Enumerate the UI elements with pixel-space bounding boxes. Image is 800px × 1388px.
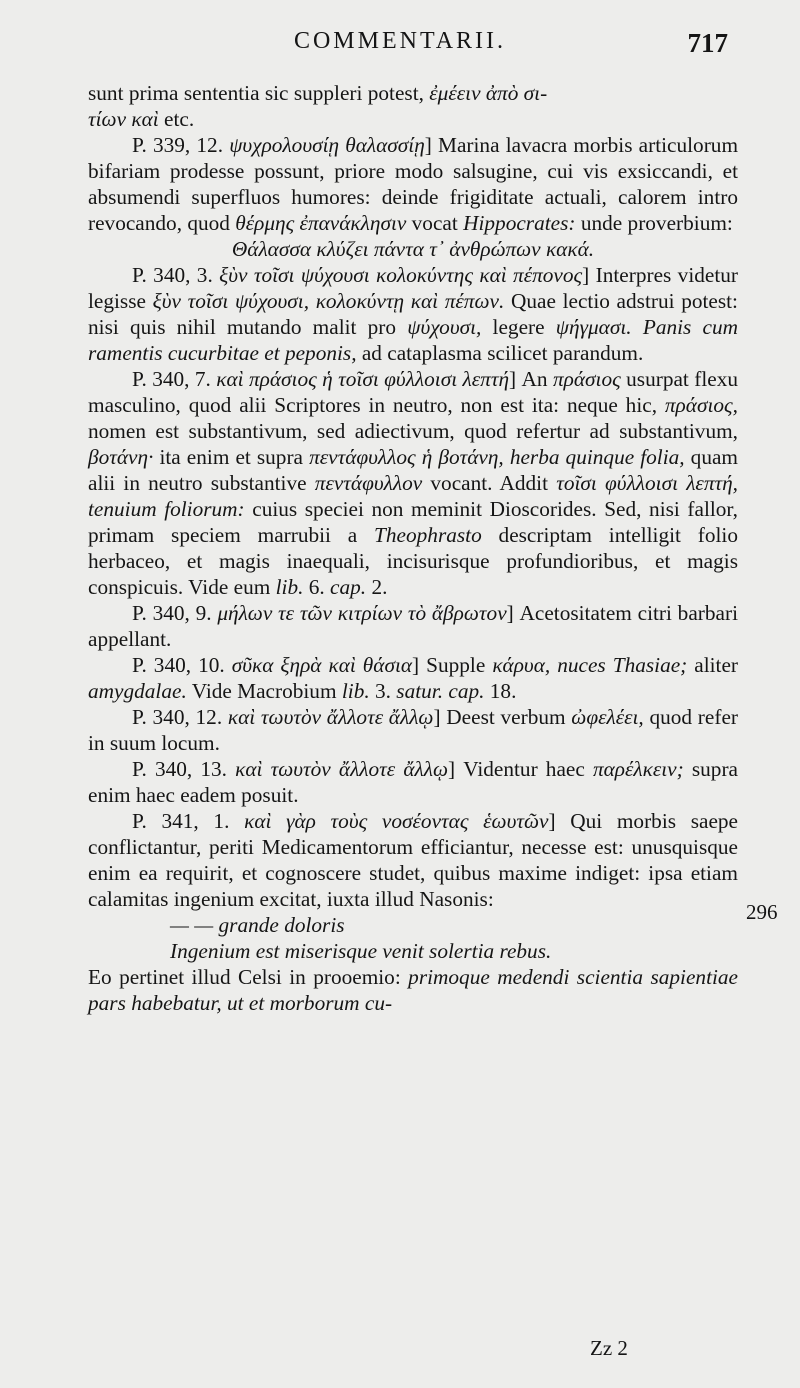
italic-text: ψήγμασι. [555, 315, 632, 339]
paragraph [88, 756, 738, 808]
text-run: descriptam intelligit folio herbaceo, et magis inaequali, incisurisque profundioribus, et magis conspicuis. Vide eum [88, 523, 738, 599]
text-run: 6. [303, 575, 331, 599]
italic-text: τοῖσι φύλλοισι λεπτή, [556, 471, 738, 495]
italic-text: θέρμης ἐπανάκλησιν [235, 211, 407, 235]
text-run [632, 315, 643, 339]
text-run: ita enim et supra [153, 445, 310, 469]
page-number: 717 [687, 28, 728, 58]
signature-mark: Zz 2 [590, 1336, 628, 1360]
text-run: P. 340, 12. [132, 705, 228, 729]
text-run: legere [481, 315, 556, 339]
running-title: COMMENTARII. [293, 28, 507, 54]
text-run: aliter [687, 653, 739, 677]
text-run: vocat [406, 211, 464, 235]
text-run: — — [170, 913, 219, 937]
text-run: quam alii in neutro substantive [88, 445, 738, 495]
text-run: P. 339, 12. [132, 133, 230, 157]
italic-text: κάρυα, [492, 653, 551, 677]
paragraph [88, 808, 738, 912]
italic-text: ὠφελέει, [571, 705, 644, 729]
text-run: 18. [484, 679, 517, 703]
text-run: nomen est substantivum, sed adiectivum, quod refertur ad substantivum, [88, 419, 738, 443]
text-run: ] Deest verbum [433, 705, 572, 729]
italic-text: πράσιος [552, 367, 621, 391]
italic-text: satur. cap. [396, 679, 485, 703]
text-run: usurpat flexu masculino, quod alii Scriptores in neutro, non est ita: neque hic, [88, 367, 738, 417]
text-run: cuius speciei non meminit Dioscorides. Sed, nisi fallor, primam speciem marrubii a [88, 497, 738, 547]
italic-text: ψύχουσι, [407, 315, 482, 339]
italic-text: Hippocrates: [463, 211, 576, 235]
text-run: ] Qui morbis saepe conflictantur, periti Medicamentorum efficiantur, necesse est: unusquisque enim ea requirit, et cognoscere studet, quibus maxime indiget: ipsa etiam calamitas ingenium excitat, iuxta illud Nasonis: [88, 809, 738, 911]
paragraph [88, 366, 738, 600]
italic-text: πράσιος, [664, 393, 738, 417]
text-run: P. 341, 1. [132, 809, 245, 833]
italic-text: βοτάνη· [88, 445, 154, 469]
italic-text: τίων καὶ [88, 107, 159, 131]
italic-text: tenuium foliorum: [88, 497, 245, 521]
verse-line [88, 912, 738, 938]
paragraph [88, 80, 738, 132]
paragraph [88, 262, 738, 366]
text-run: etc. [158, 107, 195, 131]
italic-text: ξὺν τοῖσι ψύχουσι, κολοκύντῃ καὶ πέπων. [152, 289, 505, 313]
text-run: P. 340, 10. [132, 653, 232, 677]
paragraph [88, 964, 738, 1016]
paragraph [88, 600, 738, 652]
text-run: supra enim haec eadem posuit. [88, 757, 738, 807]
margin-reference-number: 296 [746, 900, 778, 924]
italic-text: σῦκα ξηρὰ καὶ θάσια [231, 653, 413, 677]
italic-text: Ingenium est miserisque venit solertia rebus. [170, 939, 552, 963]
text-run: P. 340, 9. [132, 601, 218, 625]
text-run: Eo pertinet illud Celsi in prooemio: [88, 965, 409, 989]
italic-text: πεντάφυλλος ἡ βοτάνη, [309, 445, 504, 469]
italic-text: παρέλκειν; [592, 757, 684, 781]
italic-text: καὶ τωυτὸν ἄλλοτε ἄλλῳ [235, 757, 448, 781]
italic-text: ξὺν τοῖσι ψύχουσι κολοκύντης καὶ πέπονος [219, 263, 583, 287]
italic-text: καὶ πράσιος ἡ τοῖσι φύλλοισι λεπτή [216, 367, 510, 391]
text-body [88, 80, 738, 1016]
text-run: P. 340, 13. [132, 757, 236, 781]
italic-text: μήλων τε τῶν κιτρίων τὸ ἄβρωτον [217, 601, 507, 625]
text-run: 2. [366, 575, 388, 599]
running-header [0, 22, 800, 62]
text-run: unde proverbium: [575, 211, 733, 235]
italic-text: primoque medendi scientia sapientiae pars habebatur, ut et morborum cu- [88, 965, 738, 1015]
italic-text: grande doloris [218, 913, 345, 937]
italic-text: Panis cum ramentis cucurbitae et peponis, [88, 315, 739, 365]
text-run: ] Marina lavacra morbis articulorum bifariam prodesse possunt, priore modo salsugine, cui vis exsiccandi, et absumendi superfluos humores: deinde frigiditate actuali, calorem intro revocando, quod [88, 133, 739, 235]
text-run: P. 340, 7. [132, 367, 217, 391]
text-run: ad cataplasma scilicet parandum. [356, 341, 644, 365]
italic-text: ἐμέειν ἀπὸ σι- [429, 81, 548, 105]
italic-text: καὶ τωυτὸν ἄλλοτε ἄλλῳ [227, 705, 434, 729]
italic-text: ψυχρολουσίῃ θαλασσίῃ [229, 133, 425, 157]
text-run: ] Videntur haec [448, 757, 593, 781]
text-run: ] Acetositatem citri barbari appellant. [88, 601, 738, 651]
italic-text: lib. [341, 679, 370, 703]
italic-text: lib. [275, 575, 304, 599]
italic-text: cap. [330, 575, 367, 599]
text-run: vocant. Addit [422, 471, 557, 495]
text-run: Quae lectio adstrui potest: nisi quis nihil mutando malit pro [88, 289, 738, 339]
italic-text: herba quinque folia, [509, 445, 685, 469]
italic-text: καὶ γὰρ τοὺς νοσέοντας ἑωυτῶν [244, 809, 549, 833]
italic-text: nuces Thasiae; [557, 653, 688, 677]
text-run: sunt prima sententia sic suppleri potest, [88, 81, 430, 105]
verse-line [88, 938, 738, 964]
text-run: Θάλασσα κλύζει πάντα τ᾽ ἀνθρώπων κακά. [231, 237, 595, 261]
verse-line [88, 236, 738, 262]
text-run: ] Interpres videtur legisse [88, 263, 739, 313]
italic-text: amygdalae. [88, 679, 187, 703]
text-run: 3. [369, 679, 397, 703]
paragraph [88, 132, 738, 236]
paragraph [88, 704, 738, 756]
text-run: P. 340, 3. [132, 263, 220, 287]
italic-text: πεντάφυλλον [314, 471, 423, 495]
text-run: ] Supple [412, 653, 493, 677]
text-run: quod refer in suum locum. [88, 705, 738, 755]
italic-text: Theophrasto [374, 523, 482, 547]
text-run: Vide Macrobium [186, 679, 342, 703]
text-run: ] An [509, 367, 553, 391]
paragraph [88, 652, 738, 704]
